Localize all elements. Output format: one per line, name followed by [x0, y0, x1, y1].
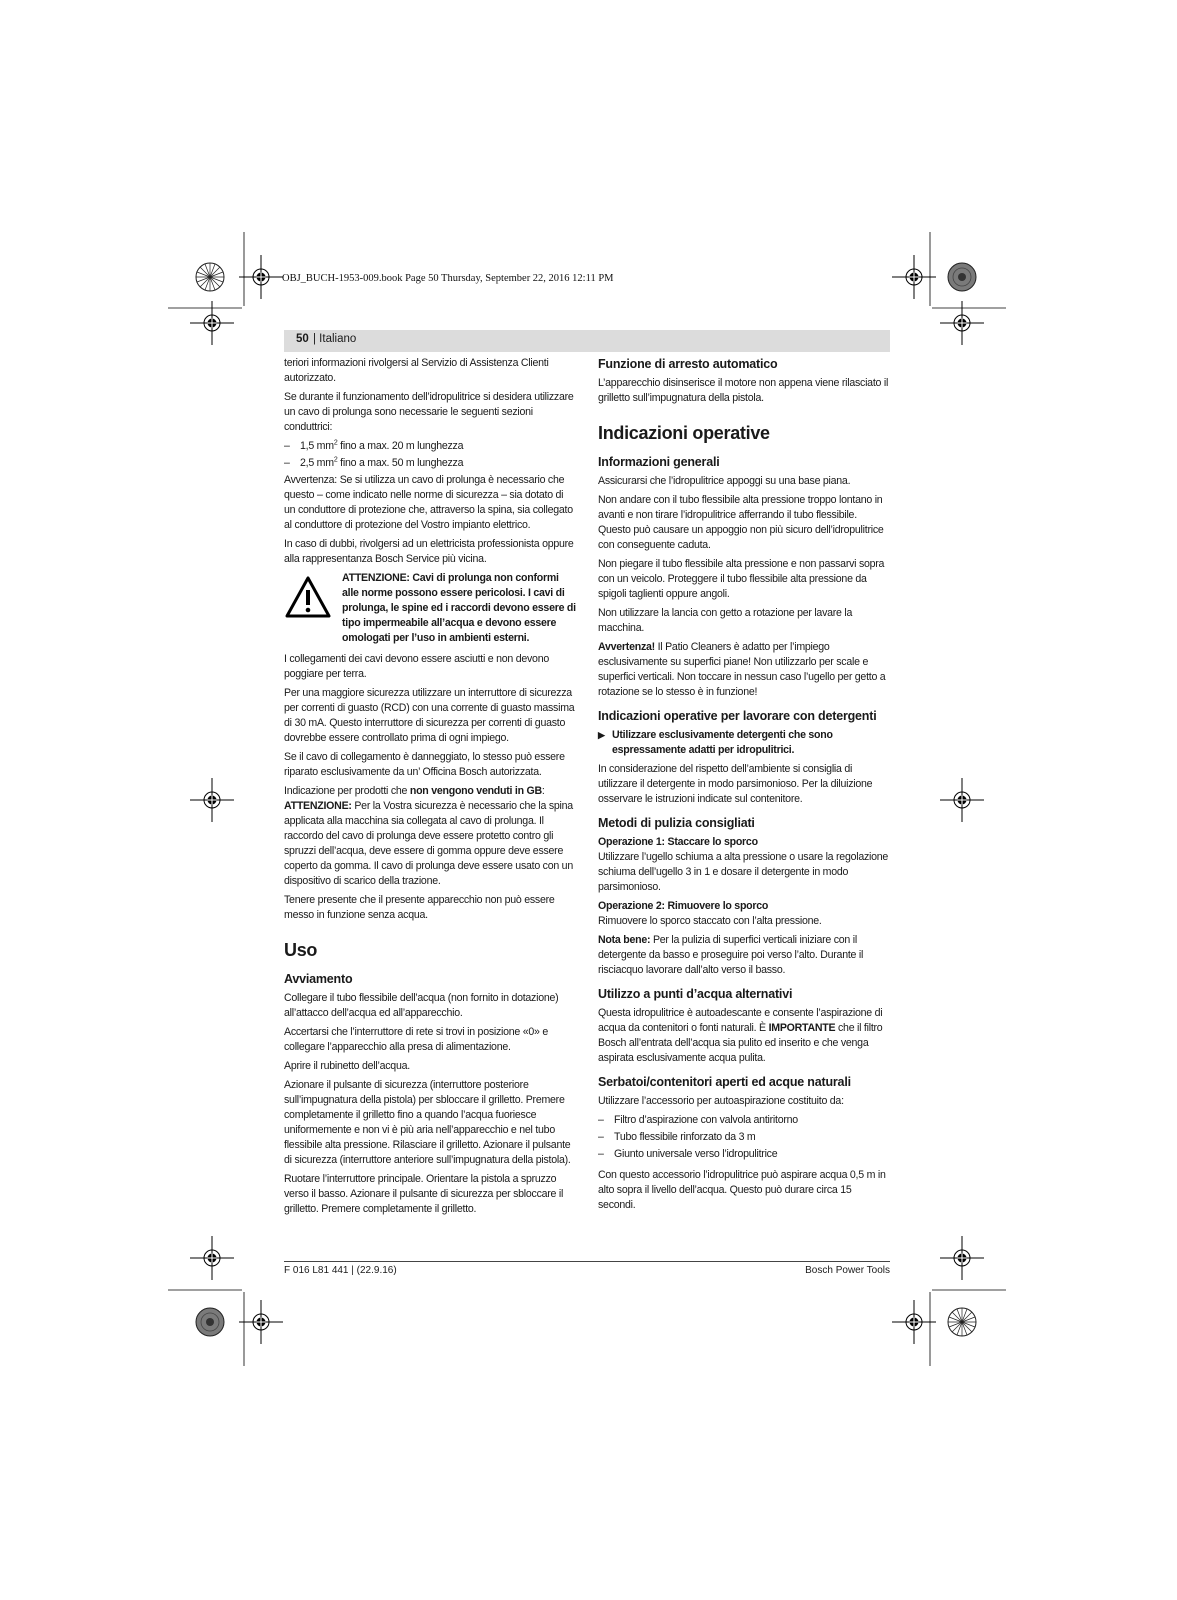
footer-divider [284, 1261, 890, 1262]
paragraph: Ruotare l’interruttore principale. Orientare la pistola a spruzzo verso il basso. Azionare il pulsante di sicurezza per sbloccare il grilletto. Premere completamente il grilletto. [284, 1173, 564, 1215]
subsection-title-arresto: Funzione di arresto automatico [598, 357, 778, 371]
paragraph: Azionare il pulsante di sicurezza (interruttore posteriore sull’impugnatura della pistola) per sbloccare il grilletto. Premere completamente il grilletto fino a quando l’acqua fuoriesce uniformemente e non vi è più aria nell’apparecchio e nel tubo flessibile alta pressione. Rilasciare il grilletto. Azionare il pulsante di sicurezza (interruttore anteriore sull’impugnatura della pistola). [284, 1079, 571, 1166]
footer-doc-id: F 016 L81 441 | (22.9.16) [284, 1265, 397, 1276]
footer-brand: Bosch Power Tools [805, 1265, 890, 1276]
paragraph: Se durante il funzionamento dell’idropulitrice si desidera utilizzare un cavo di prolunga sono necessarie le seguenti sezioni conduttrici: [284, 391, 574, 433]
list-item: – Tubo flessibile rinforzato da 3 m [598, 1131, 756, 1143]
paragraph: I collegamenti dei cavi devono essere asciutti e non devono poggiare per terra. [284, 653, 549, 680]
left-column [284, 356, 576, 1221]
paragraph: Per una maggiore sicurezza utilizzare un interruttore di sicurezza per correnti di guasto (RCD) con una corrente di guasto massima di 30 mA. Questo interruttore di sicurezza per correnti di guasto dovrebbe essere controllato prima di ogni impiego. [284, 687, 575, 744]
paragraph: Con questo accessorio l’idropulitrice può aspirare acqua 0,5 m in alto sopra il livello dell’acqua. Questo può durare circa 15 secondi. [598, 1169, 886, 1211]
paragraph: Rimuovere lo sporco staccato con l’alta pressione. [598, 915, 822, 927]
paragraph: ATTENZIONE: Per la Vostra sicurezza è necessario che la spina applicata alla macchina sia collegata al cavo di prolunga. Il raccordo del cavo di prolunga deve essere protetto contro gli spruzzi dell’acqua, deve essere di gomma oppure deve essere coperto da gomma. Il cavo di prolunga deve essere usato con un dispositivo di scarico della trazione. [284, 800, 573, 887]
paragraph: Accertarsi che l’interruttore di rete si trovi in posizione «0» e collegare l’apparecchio alla presa di alimentazione. [284, 1026, 549, 1053]
paragraph: Questa idropulitrice è autoadescante e consente l’aspirazione di acqua da contenitori o fonti naturali. È IMPORTANTE che il filtro Bosch all’entrata dell’acqua sia pulito ed inserito e che venga aspirata esclusivamente acqua pulita. [598, 1007, 883, 1064]
subsection-title-generali: Informazioni generali [598, 455, 720, 469]
arrow-icon: ▶ [598, 730, 605, 740]
right-column [598, 356, 890, 1217]
paragraph: Non andare con il tubo flessibile alta pressione troppo lontano in avanti e non tirare l’idropulitrice afferrando il tubo flessibile. Questo può causare un appoggio non più sicuro dell’idropulitrice con conseguente caduta. [598, 494, 884, 551]
paragraph: Indicazione per prodotti che non vengono venduti in GB: [284, 785, 545, 797]
print-header-line: OBJ_BUCH-1953-009.book Page 50 Thursday, September 22, 2016 12:11 PM [282, 273, 614, 284]
list-item: – Filtro d’aspirazione con valvola antiritorno [598, 1114, 798, 1126]
paragraph: Non piegare il tubo flessibile alta pressione e non passarvi sopra con un veicolo. Proteggere il tubo flessibile alta pressione da spigoli taglienti oppure angoli. [598, 558, 885, 600]
paragraph: Aprire il rubinetto dell’acqua. [284, 1060, 410, 1072]
warning-text: ATTENZIONE: Cavi di prolunga non conformi alle norme possono essere pericolosi. I cavi di prolunga, le spine ed i raccordi devono essere di tipo impermeabile all’acqua e devono essere omologati per l’uso in ambienti esterni. [342, 572, 576, 644]
paragraph: Assicurarsi che l’idropulitrice appoggi su una base piana. [598, 475, 851, 487]
section-title-uso: Uso [284, 940, 318, 960]
subsection-title-avviamento: Avviamento [284, 972, 353, 986]
page-language: | Italiano [313, 333, 357, 345]
list-item: – 2,5 $mm^2$ fino a max. 50 m lunghezza [284, 456, 464, 469]
paragraph: teriori informazioni rivolgersi al Servizio di Assistenza Clienti autorizzato. [284, 357, 549, 384]
subsection-title-serbatoi: Serbatoi/contenitori aperti ed acque naturali [598, 1075, 851, 1089]
page-header-bar [284, 330, 890, 352]
step-title-1: Operazione 1: Staccare lo sporco [598, 836, 758, 848]
paragraph: Se il cavo di collegamento è danneggiato, lo stesso può essere riparato esclusivamente da un’ Officina Bosch autorizzata. [284, 751, 565, 778]
subsection-title-detergenti: Indicazioni operative per lavorare con detergenti [598, 709, 877, 723]
paragraph: Tenere presente che il presente apparecchio non può essere messo in funzione senza acqua. [284, 894, 555, 921]
paragraph: Non utilizzare la lancia con getto a rotazione per lavare la macchina. [598, 607, 853, 634]
warning-block [284, 571, 576, 646]
paragraph: Utilizzare l’ugello schiuma a alta pressione o usare la regolazione schiuma dell’ugello 3 in 1 e dosare il detergente in modo parsimonioso. [598, 851, 889, 893]
subsection-title-punti: Utilizzo a punti d’acqua alternativi [598, 987, 793, 1001]
paragraph: Avvertenza! Il Patio Cleaners è adatto per l’impiego esclusivamente su superfici piane! Non utilizzarlo per scale e superfici verticali. Non toccare in nessun caso l’ugello per getto a rotazione se lo stesso è in funzione! [598, 641, 886, 698]
paragraph: Avvertenza: Se si utilizza un cavo di prolunga è necessario che questo – come indicato nelle norme di sicurezza – sia dotato di un conduttore di protezione che, attraverso la spina, sia collegato al conduttore di protezione del Vostro impianto elettrico. [284, 474, 573, 531]
paragraph: Nota bene: Per la pulizia di superfici verticali iniziare con il detergente da basso e proseguire poi verso l’alto. Durante il risciacquo lavorare dall’alto verso il basso. [598, 934, 864, 976]
paragraph: In caso di dubbi, rivolgersi ad un elettricista professionista oppure alla rappresentanza Bosch Service più vicina. [284, 538, 574, 565]
step-title-2: Operazione 2: Rimuovere lo sporco [598, 900, 769, 912]
list-item: – Giunto universale verso l’idropulitrice [598, 1148, 778, 1160]
instruction-item: ▶ Utilizzare esclusivamente detergenti che sono espressamente adatti per idropulitrici. [598, 729, 833, 756]
paragraph: In considerazione del rispetto dell’ambiente si consiglia di utilizzare il detergente in modo parsimonioso. Per la diluizione osservare le istruzioni indicate sul contenitore. [598, 763, 873, 805]
section-title-indicazioni: Indicazioni operative [598, 423, 770, 443]
subsection-title-metodi: Metodi di pulizia consigliati [598, 816, 755, 830]
paragraph: Collegare il tubo flessibile dell’acqua (non fornito in dotazione) all’attacco dell’acqua ed all’apparecchio. [284, 992, 559, 1019]
warning-triangle-icon [284, 575, 332, 619]
paragraph: Utilizzare l’accessorio per autoaspirazione costituito da: [598, 1095, 844, 1107]
paragraph: L’apparecchio disinserisce il motore non appena viene rilasciato il grilletto sull’impugnatura della pistola. [598, 377, 889, 404]
list-item: – 1,5 $mm^2$ fino a max. 20 m lunghezza [284, 439, 464, 452]
page-number: 50 [296, 333, 309, 345]
